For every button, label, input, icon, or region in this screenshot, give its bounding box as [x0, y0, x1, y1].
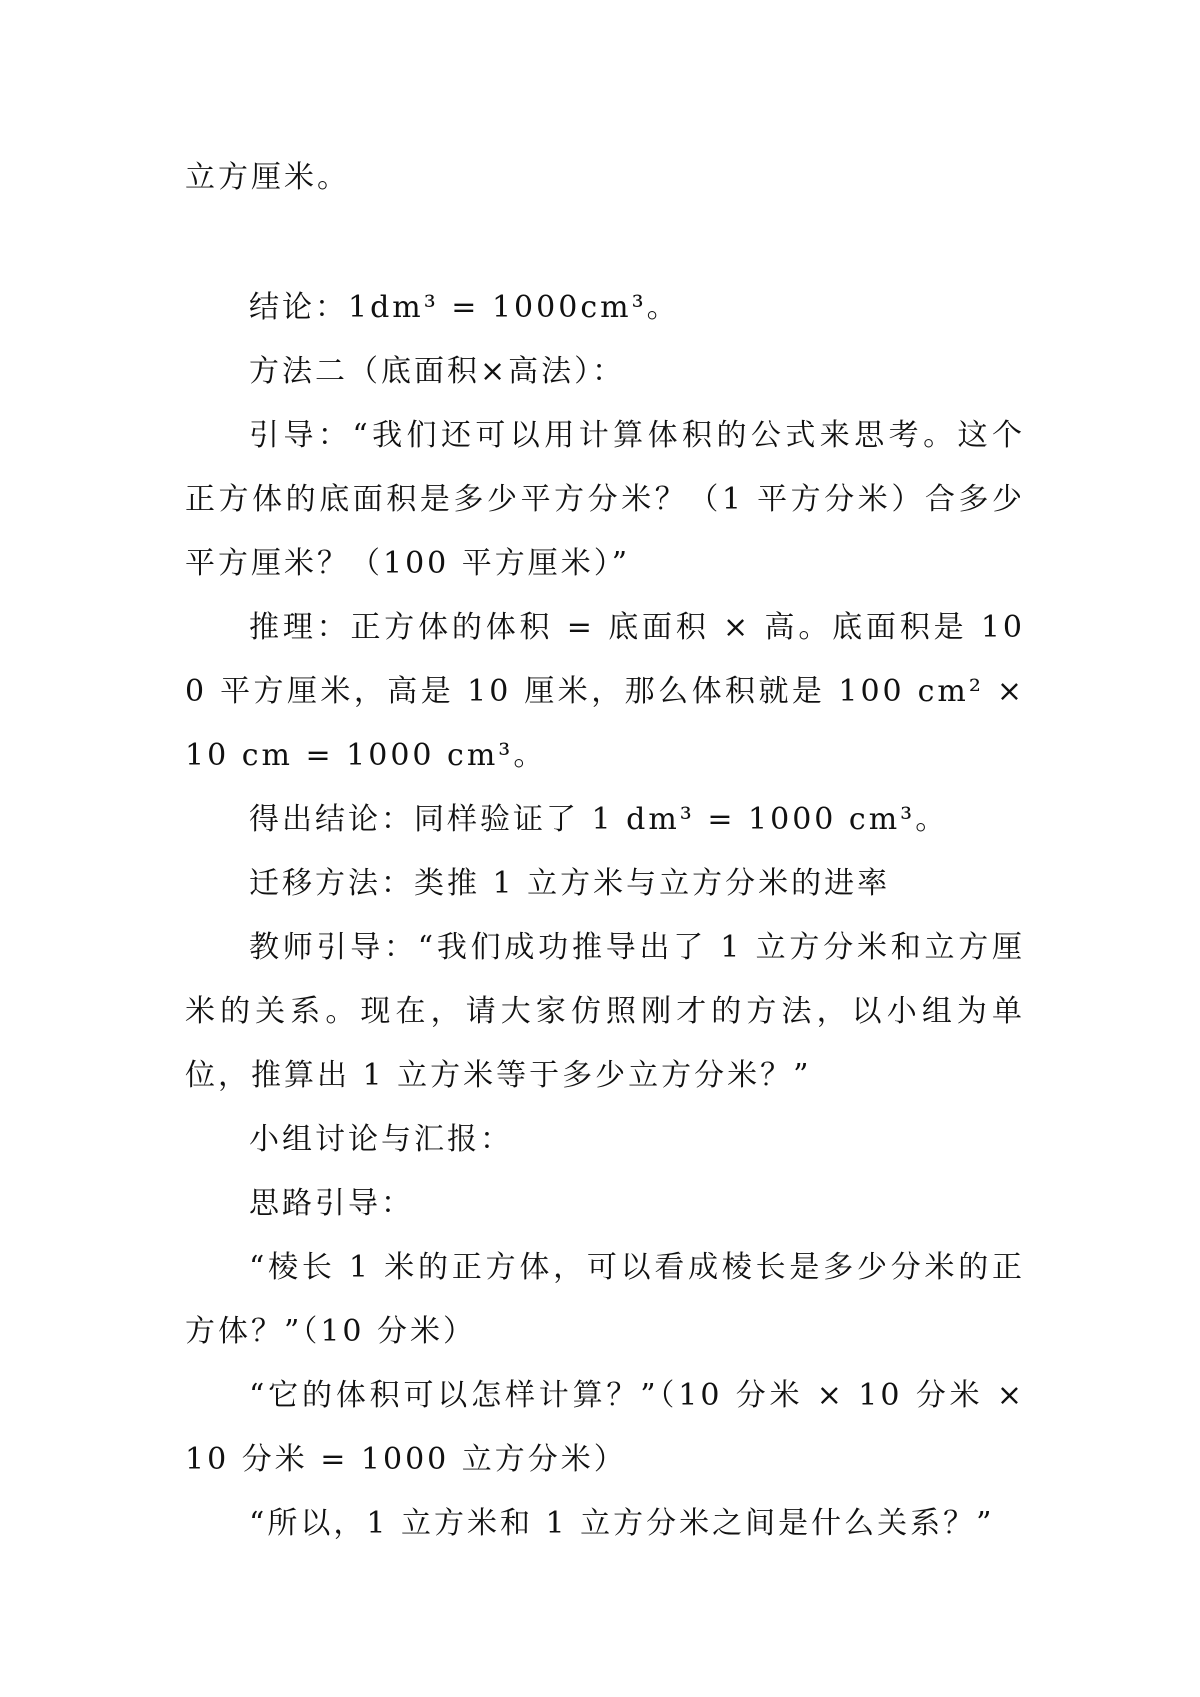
paragraph-continuation: 立方厘米。: [185, 160, 350, 195]
paragraph-transfer-method: 迁移方法：类推 1 立方米与立方分米的进率: [249, 866, 891, 901]
paragraph-teacher-guidance: 教师引导：“我们成功推导出了 1 立方分米和立方厘米的关系。现在，请大家仿照刚才的方法，以小组为单位，推算出 1 立方米等于多少立方分米？”: [185, 930, 1025, 1093]
paragraph-guidance: 引导：“我们还可以用计算体积的公式来思考。这个正方体的底面积是多少平方分米？（1 平方分米）合多少平方厘米？（100 平方厘米）”: [185, 418, 1025, 581]
paragraph-group-discussion: 小组讨论与汇报：: [249, 1122, 513, 1157]
paragraph-question-edge: “棱长 1 米的正方体，可以看成棱长是多少分米的正方体？”（10 分米）: [185, 1250, 1025, 1349]
paragraph-derived-conclusion: 得出结论：同样验证了 1 dm³ = 1000 cm³。: [249, 802, 949, 837]
paragraph-question-volume: “它的体积可以怎样计算？”（10 分米 × 10 分米 × 10 分米 = 1000 立方分米）: [185, 1378, 1025, 1477]
paragraph-reasoning: 推理：正方体的体积 = 底面积 × 高。底面积是 100 平方厘米，高是 10 厘米，那么体积就是 100 cm² × 10 cm = 1000 cm³。: [185, 610, 1025, 773]
paragraph-method-two-heading: 方法二（底面积×高法）：: [249, 354, 626, 389]
paragraph-thinking-guide: 思路引导：: [249, 1186, 414, 1221]
paragraph-conclusion: 结论：1dm³ = 1000cm³。: [249, 290, 680, 325]
paragraph-question-relation: “所以，1 立方米和 1 立方分米之间是什么关系？”: [249, 1506, 995, 1541]
